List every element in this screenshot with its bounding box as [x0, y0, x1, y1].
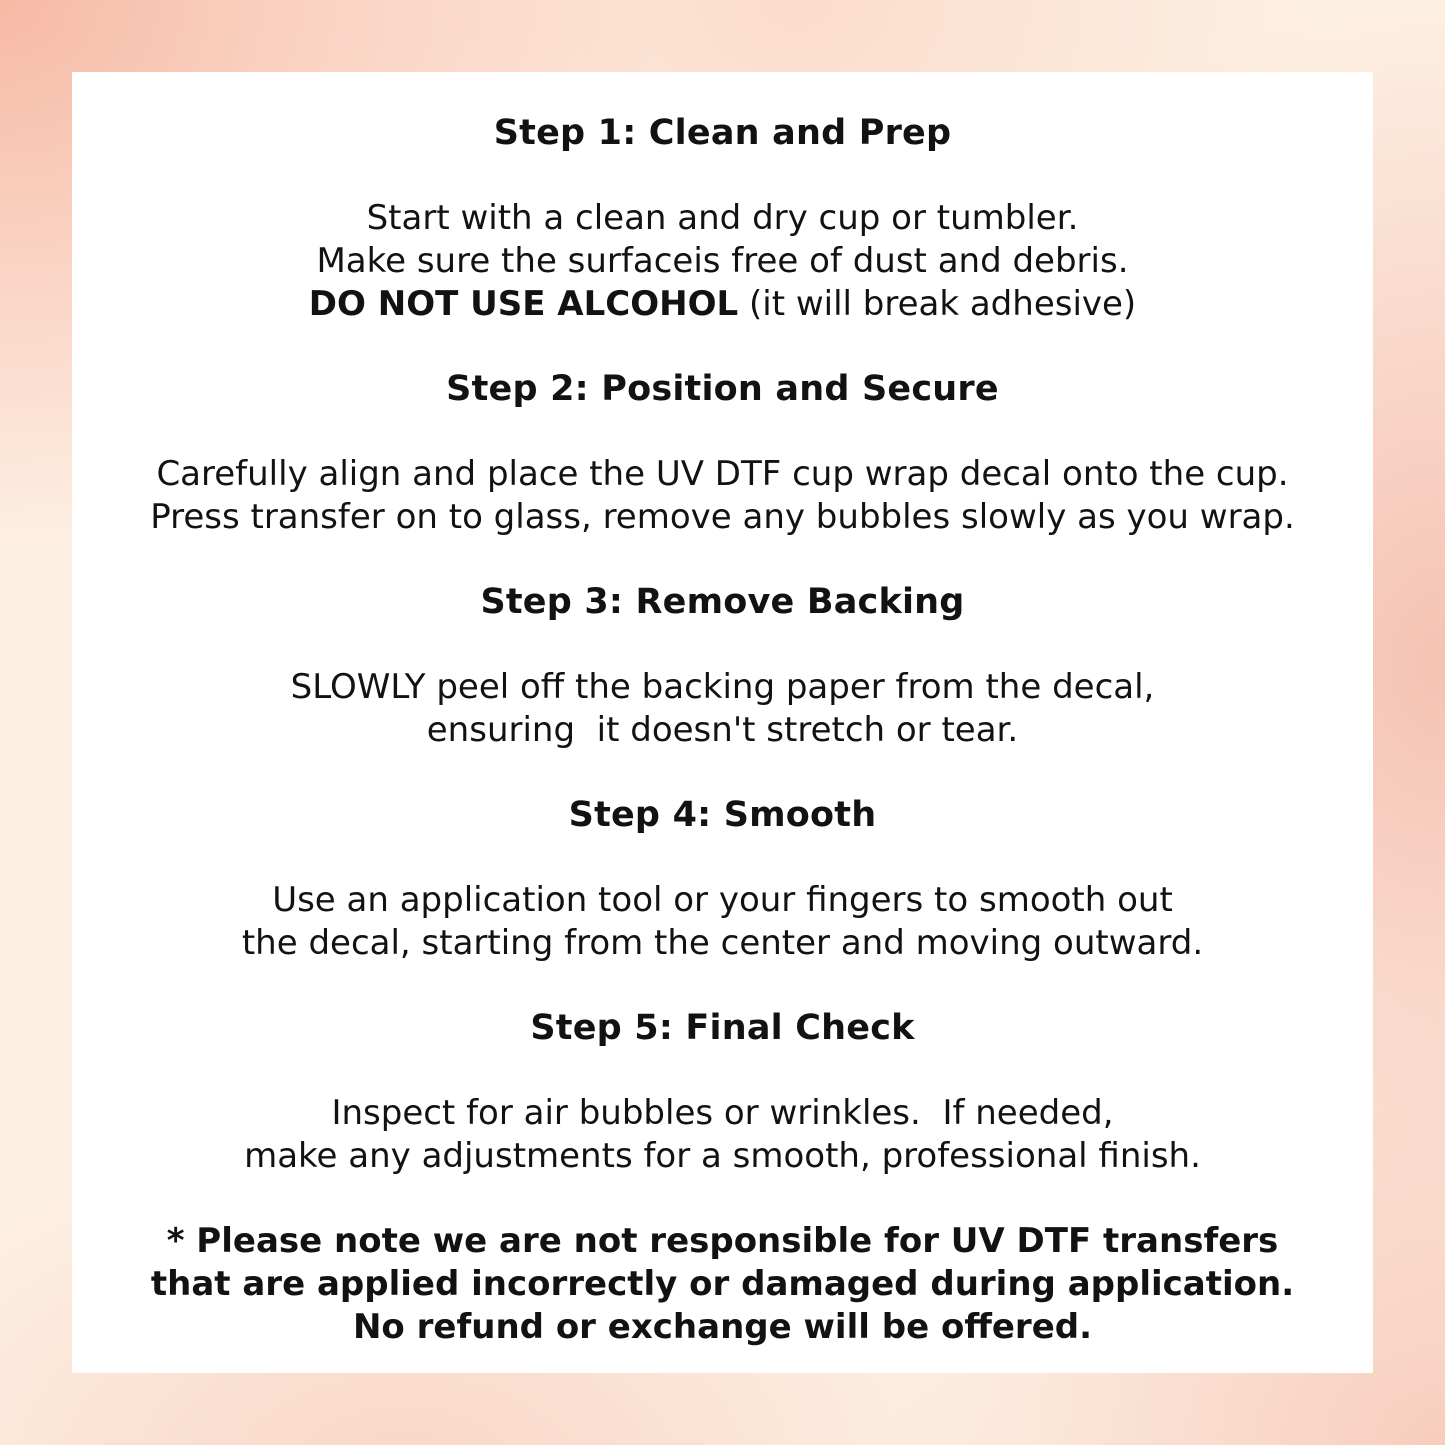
disclaimer [100, 1220, 1345, 1349]
disclaimer-line: that are applied incorrectly or damaged during application. [150, 1264, 1295, 1304]
body-line: SLOWLY peel off the backing paper from the decal, [290, 667, 1155, 707]
step-5-body [100, 1092, 1345, 1178]
body-line: Make sure the surfaceis free of dust and debris. [316, 241, 1129, 281]
step-4-title: Step 4: Smooth [568, 795, 877, 835]
body-line: Start with a clean and dry cup or tumbler. [366, 198, 1079, 238]
body-line: make any adjustments for a smooth, professional finish. [244, 1136, 1201, 1176]
step-1-title: Step 1: Clean and Prep [493, 113, 952, 153]
step-2-body [100, 453, 1345, 539]
step-3-body [100, 666, 1345, 752]
disclaimer-line: * Please note we are not responsible for UV DTF transfers [166, 1221, 1279, 1261]
disclaimer-line: No refund or exchange will be offered. [352, 1307, 1093, 1347]
body-line-emphasis [100, 283, 1345, 326]
alcohol-warning-bold: DO NOT USE ALCOHOL [308, 284, 739, 324]
step-2-title: Step 2: Position and Secure [446, 369, 999, 409]
step-1-body [100, 197, 1345, 326]
body-line: ensuring it doesn't stretch or tear. [426, 710, 1019, 750]
body-line: Carefully align and place the UV DTF cup wrap decal onto the cup. [156, 454, 1289, 494]
step-3-title: Step 3: Remove Backing [480, 582, 965, 622]
instruction-card [72, 72, 1373, 1373]
body-line: Press transfer on to glass, remove any bubbles slowly as you wrap. [150, 497, 1295, 537]
step-5-title: Step 5: Final Check [530, 1008, 915, 1048]
alcohol-warning-rest: (it will break adhesive) [738, 284, 1137, 324]
body-line: the decal, starting from the center and moving outward. [241, 923, 1204, 963]
body-line: Inspect for air bubbles or wrinkles. If needed, [331, 1093, 1114, 1133]
body-line: Use an application tool or your fingers to smooth out [272, 880, 1173, 920]
step-4-body [100, 879, 1345, 965]
